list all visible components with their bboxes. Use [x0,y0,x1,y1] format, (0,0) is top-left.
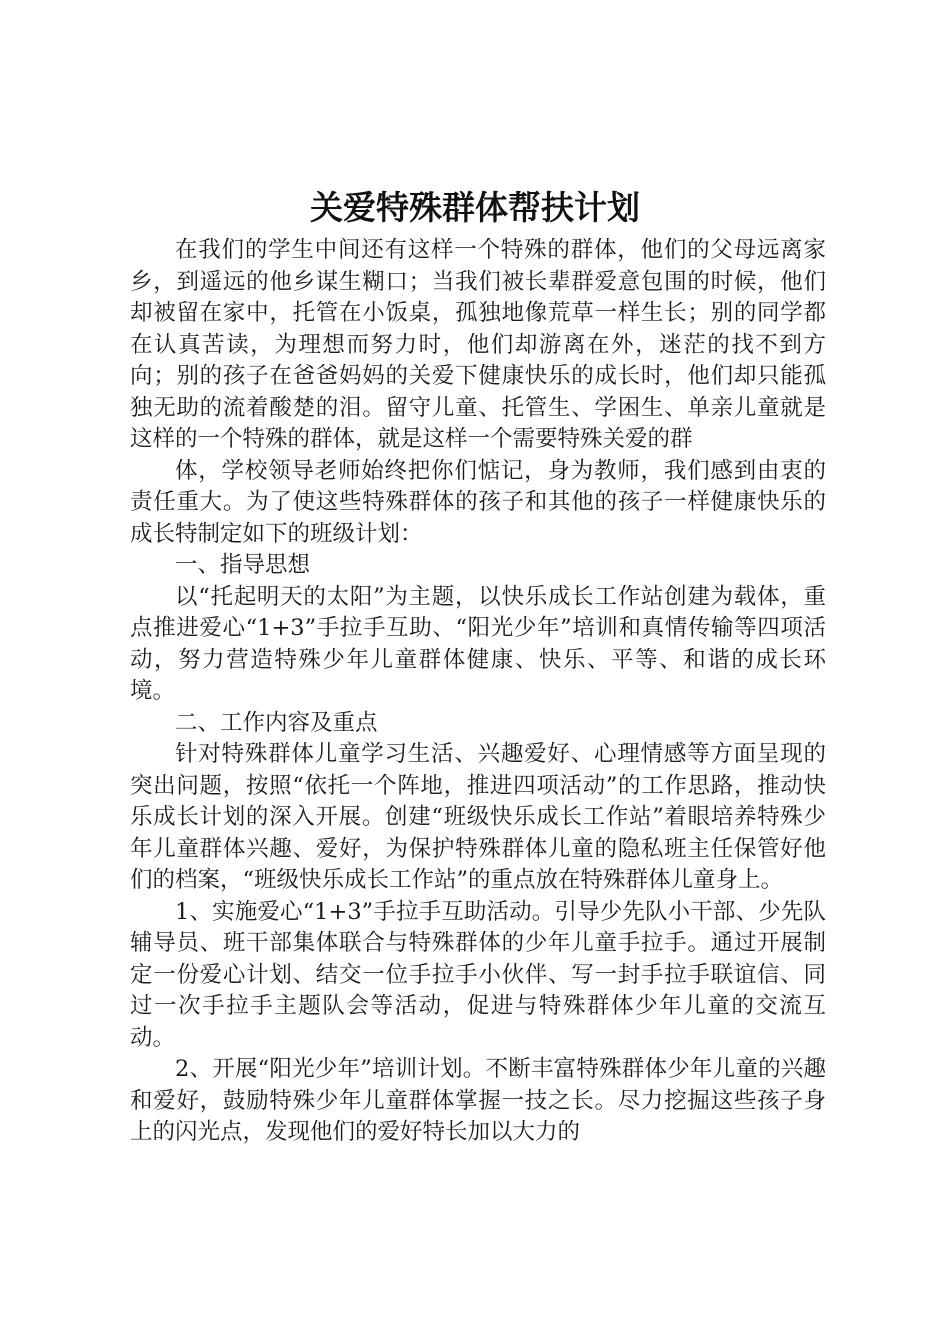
document-body [130,235,826,1149]
paragraph-guiding-thought: 以“托起明天的太阳”为主题，以快乐成长工作站创建为载体，重点推进爱心“1+3”手拉手互助、“阳光少年”培训和真情传输等四项活动，努力营造特殊少年儿童群体健康、快乐、平等、和谐的成长环境。 [130,583,826,704]
section-heading-work-content: 二、工作内容及重点 [175,709,378,736]
section-heading-guiding-thought: 一、指导思想 [175,552,311,578]
paragraph-intro-1: 在我们的学生中间还有这样一个特殊的群体，他们的父母远离家乡，到遥远的他乡谋生糊口；当我们被长辈群爱意包围的时候，他们却被留在家中，托管在小饭桌，孤独地像荒草一样生长；别的同学都在认真苦读，为理想而努力时，他们却游离在外，迷茫的找不到方向；别的孩子在爸爸妈妈的关爱下健康快乐的成长时，他们却只能孤独无助的流着酸楚的泪。留守儿童、托管生、学困生、单亲儿童就是这样的一个特殊的群体，就是这样一个需要特殊关爱的群 [130,237,826,452]
document-title: 关爱特殊群体帮扶计划 [310,188,640,227]
paragraph-item-2: 2、开展“阳光少年”培训计划。不断丰富特殊群体少年儿童的兴趣和爱好，鼓励特殊少年儿童群体掌握一技之长。尽力挖掘这些孩子身上的闪光点，发现他们的爱好特长加以大力的 [130,1056,826,1145]
paragraph-intro-2: 体，学校领导老师始终把你们惦记，身为教师，我们感到由衷的责任重大。为了使这些特殊群体的孩子和其他的孩子一样健康快乐的成长特制定如下的班级计划： [130,457,826,547]
paragraph-work-content: 针对特殊群体儿童学习生活、兴趣爱好、心理情感等方面呈现的突出问题，按照“依托一个阵地，推进四项活动”的工作思路，推动快乐成长计划的深入开展。创建“班级快乐成长工作站”着眼培养特殊少年儿童群体兴趣、爱好，为保护特殊群体儿童的隐私班主任保管好他们的档案，“班级快乐成长工作站”的重点放在特殊群体儿童身上。 [130,741,826,893]
paragraph-item-1: 1、实施爱心“1+3”手拉手互助活动。引导少先队小干部、少先队辅导员、班干部集体联合与特殊群体的少年儿童手拉手。通过开展制定一份爱心计划、结交一位手拉手小伙伴、写一封手拉手联谊信、同过一次手拉手主题队会等活动，促进与特殊群体少年儿童的交流互动。 [130,898,826,1051]
